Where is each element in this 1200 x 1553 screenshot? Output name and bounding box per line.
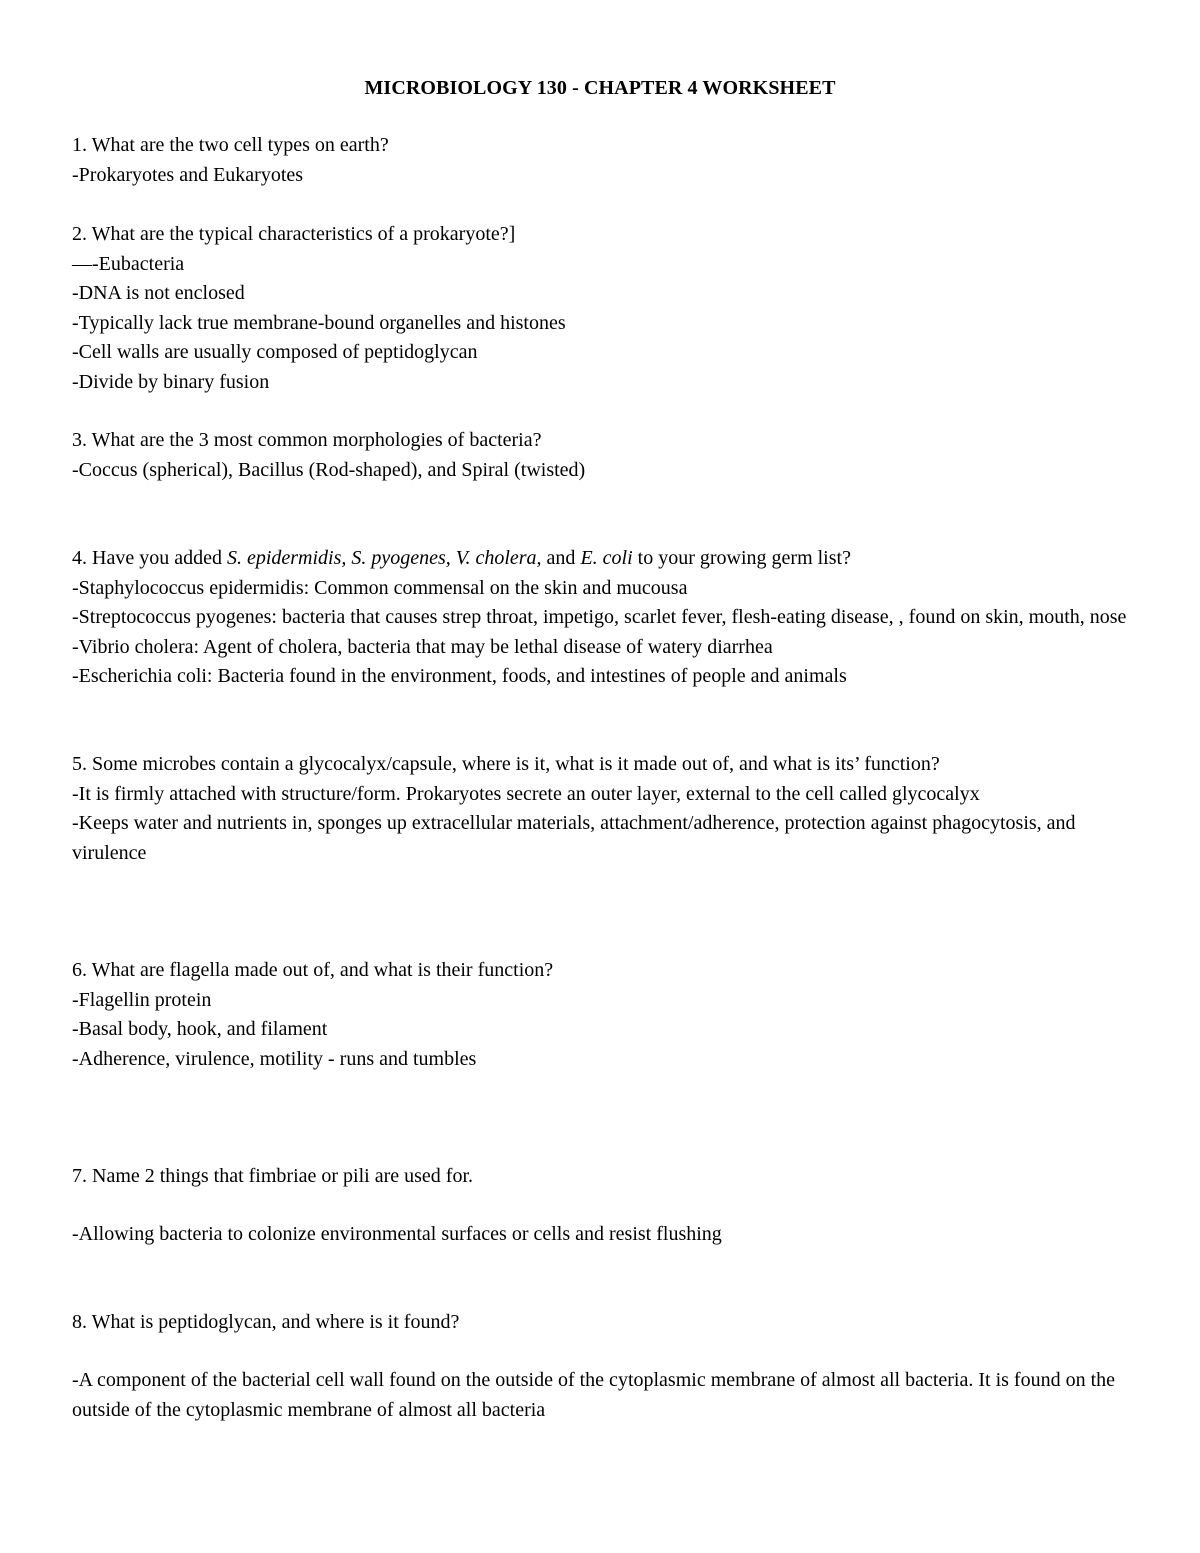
answer-line: -Adherence, virulence, motility - runs and tumbles [72, 1047, 477, 1070]
question-6 [72, 956, 1132, 1074]
answer-line: -Cell walls are usually composed of peptidoglycan [72, 341, 478, 363]
question-7-text: 7. Name 2 things that fimbriae or pili are used for. [72, 1165, 474, 1187]
answer-line: -Allowing bacteria to colonize environmental surfaces or cells and resist flushing [72, 1223, 722, 1245]
question-2 [72, 220, 1132, 397]
answer-line: -Typically lack true membrane-bound organelles and histones [72, 311, 566, 334]
question-8-text: 8. What is peptidoglycan, and where is it found? [72, 1311, 460, 1333]
organism-names: S. epidermidis, S. pyogenes, V. cholera, [226, 547, 542, 569]
question-1-text: 1. What are the two cell types on earth? [72, 134, 389, 156]
question-7-answer [72, 1220, 1132, 1250]
question-3-text: 3. What are the 3 most common morphologies of bacteria? [72, 429, 542, 451]
question-4-text [72, 544, 1132, 574]
question-4-lead: 4. Have you added [72, 547, 227, 569]
answer-line: —-Eubacteria [72, 252, 185, 275]
question-4-tail: to your growing germ list? [632, 547, 851, 569]
question-2-text: 2. What are the typical characteristics of a prokaryote?] [72, 223, 516, 245]
question-5 [72, 750, 1132, 868]
answer-line: -Divide by binary fusion [72, 370, 270, 393]
answer-line: -A component of the bacterial cell wall found on the outside of the cytoplasmic membrane of almost all bacteria. It is found on the outside of the cytoplasmic membrane of almost all bacteria [72, 1369, 1116, 1421]
answer-line: -DNA is not enclosed [72, 282, 245, 304]
answer-line: -Vibrio cholera: Agent of cholera, bacteria that may be lethal disease of watery diarrhea [72, 635, 773, 658]
question-7 [72, 1162, 1132, 1192]
organism-name-ecoli: E. coli [580, 547, 633, 569]
question-6-text: 6. What are flagella made out of, and what is their function? [72, 959, 554, 981]
answer-line: -Keeps water and nutrients in, sponges up extracellular materials, attachment/adherence, protection against phagocytosis, and virulence [72, 812, 1076, 864]
answer-line: -Staphylococcus epidermidis: Common commensal on the skin and mucousa [72, 576, 688, 599]
question-8 [72, 1308, 1132, 1338]
answer-line: -Flagellin protein [72, 988, 212, 1011]
answer-line: -Coccus (spherical), Bacillus (Rod-shaped), and Spiral (twisted) [72, 458, 586, 481]
question-1 [72, 131, 1132, 190]
answer-line: -Streptococcus pyogenes: bacteria that causes strep throat, impetigo, scarlet fever, flesh-eating disease, , found on skin, mouth, nose [72, 606, 1127, 628]
question-5-text: 5. Some microbes contain a glycocalyx/capsule, where is it, what is it made out of, and what is its’ function? [72, 753, 940, 775]
answer-line: -Basal body, hook, and filament [72, 1018, 328, 1040]
answer-line: -Prokaryotes and Eukaryotes [72, 163, 304, 186]
answer-line: -It is firmly attached with structure/form. Prokaryotes secrete an outer layer, external to the cell called glycocalyx [72, 782, 980, 805]
answer-line: -Escherichia coli: Bacteria found in the environment, foods, and intestines of people and animals [72, 665, 847, 687]
page-title: MICROBIOLOGY 130 - CHAPTER 4 WORKSHEET [364, 77, 836, 99]
question-4 [72, 544, 1132, 692]
question-4-and: and [541, 547, 581, 569]
question-8-answer [72, 1366, 1132, 1425]
question-3 [72, 426, 1132, 485]
